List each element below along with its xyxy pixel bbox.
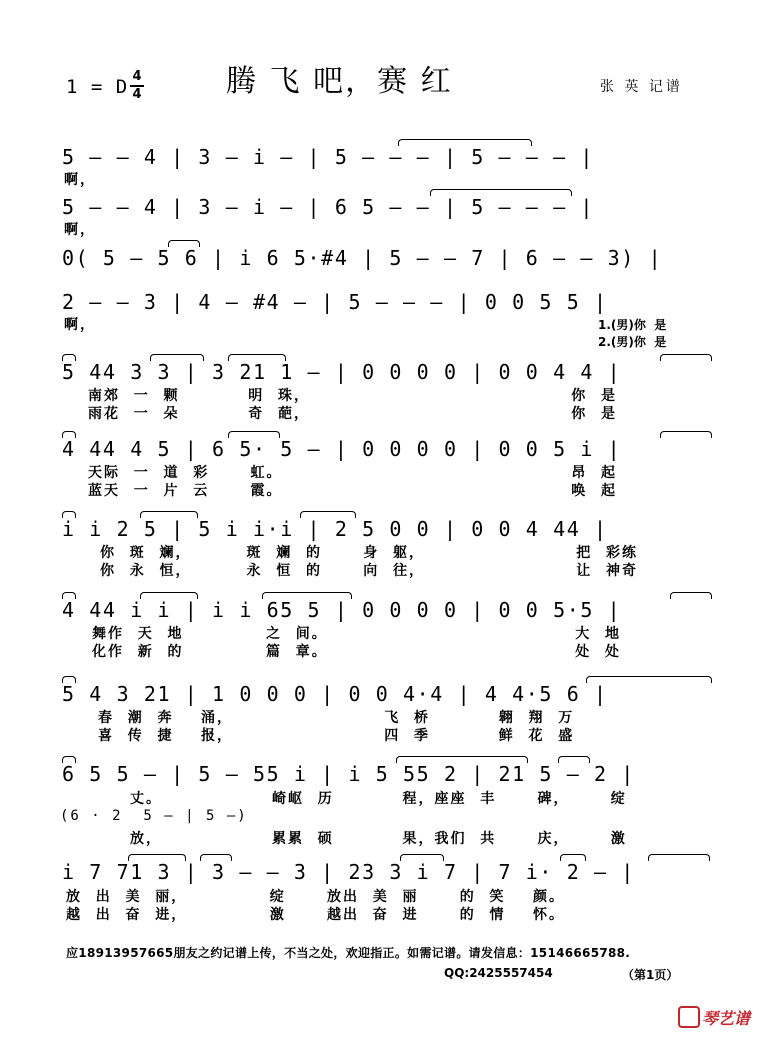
lyric-line-2: 你 永 恒， 永 恒 的 向 往， 让 神奇 [100, 563, 638, 579]
notation-line: 2 – – 3 | 4 – #4 – | 5 – – – | 0 0 5 5 | [62, 290, 608, 314]
notation-line: 5 – – 4 | 3 – i – | 6 5 – – | 5 – – – | [62, 195, 594, 219]
slur [228, 354, 286, 361]
lyric-line-1: 天际 一 道 彩 虹。 昂 起 [88, 465, 617, 481]
footer-note: 应18913957665朋友之约记谱上传，不当之处，欢迎指正。如需记谱。请发信息：15146665788. [66, 946, 631, 960]
footer-qq: QQ:2425557454 [444, 966, 553, 980]
logo-text: 琴艺谱 [702, 1009, 751, 1028]
lyric-line-2: 越 出 奋 进， 激 越出 奋 进 的 情 怀。 [66, 907, 565, 923]
slur [398, 139, 532, 146]
slur [660, 431, 712, 438]
slur [586, 676, 712, 683]
lyric-line-1: 啊， [64, 172, 96, 188]
notation-line: 4 44 4 5 | 6 5· 5 – | 0 0 0 0 | 0 0 5 i | [62, 437, 622, 461]
lyric-line-2: 雨花 一 朵 奇 葩， 你 是 [88, 406, 617, 422]
notation-line: 5 44 3 3 | 3 21 1 – | 0 0 0 0 | 0 0 4 4 | [62, 360, 622, 384]
lyric-line-3: 2.(男)你 是 [598, 335, 667, 349]
slur [670, 592, 712, 599]
slur [150, 354, 204, 361]
slur [128, 854, 186, 861]
notation-line: 5 – – 4 | 3 – i – | 5 – – – | 5 – – – | [62, 145, 594, 169]
notation-line: i 7 71 3 | 3 – – 3 | 23 3 i 7 | 7 i· 2 – | [62, 860, 635, 884]
lyric-line-1: 舞作 天 地 之 间。 大 地 [92, 626, 621, 642]
lyric-line-2: 1.(男)你 是 [598, 318, 667, 332]
lyric-line-1: 啊， [64, 222, 96, 238]
lyric-line-2: 喜 传 捷 报， 四 季 鲜 花 盛 [98, 728, 575, 744]
slur [62, 676, 76, 683]
slur [62, 511, 76, 518]
lyric-line-3: 放， 累累 硕 果，我们 共 庆， 激 [130, 831, 627, 847]
slur [560, 854, 586, 861]
slur [396, 756, 528, 763]
slur [300, 511, 356, 518]
lyric-line-2: 蓝天 一 片 云 霞。 唤 起 [88, 483, 617, 499]
time-top: 4 [132, 69, 142, 84]
lyric-line-1: 啊， [64, 317, 96, 333]
slur [400, 854, 444, 861]
lyric-line-1: 丈。 崎岖 历 程，座座 丰 碑， 绽 [130, 791, 627, 807]
slur [168, 240, 200, 247]
slur [62, 592, 76, 599]
slur [228, 431, 280, 438]
slur [648, 854, 710, 861]
site-logo [678, 1006, 750, 1029]
slur [140, 511, 198, 518]
lyric-line-2: (6 · 2 5 – | 5 –) [60, 808, 248, 824]
transcriber-credit: 张 英 记谱 [600, 79, 683, 95]
key-signature: 1 = D [66, 76, 129, 98]
page-number: （第1页） [622, 968, 679, 982]
slur [62, 431, 76, 438]
slur [62, 354, 76, 361]
time-bottom: 4 [132, 87, 142, 102]
notation-line: 0( 5 – 5 6 | i 6 5·#4 | 5 – – 7 | 6 – – 3) | [62, 246, 663, 270]
slur [430, 189, 572, 196]
slur [140, 592, 198, 599]
notation-line: i i 2 5 | 5 i i·i | 2 5 0 0 | 0 0 4 44 | [62, 517, 608, 541]
notation-line: 4 44 i i | i i 65 5 | 0 0 0 0 | 0 0 5·5 | [62, 598, 622, 622]
lyric-line-2: 化作 新 的 篇 章。 处 处 [92, 644, 621, 660]
notation-line: 6 5 5 – | 5 – 55 i | i 5 55 2 | 21 5 – 2 | [62, 762, 635, 786]
lyric-line-1: 南郊 一 颗 明 珠， 你 是 [88, 388, 617, 404]
slur [558, 756, 590, 763]
time-signature [130, 70, 144, 102]
song-title: 腾 飞 吧，赛 红 [226, 64, 453, 99]
logo-icon [678, 1006, 700, 1028]
lyric-line-1: 春 潮 奔 涌， 飞 桥 翱 翔 万 [98, 710, 575, 726]
slur [62, 756, 76, 763]
slur [660, 354, 712, 361]
slur [200, 854, 232, 861]
lyric-line-1: 放 出 美 丽， 绽 放出 美 丽 的 笑 颜。 [66, 889, 565, 905]
lyric-line-1: 你 斑 斓， 斑 斓 的 身 躯， 把 彩练 [100, 545, 638, 561]
notation-line: 5 4 3 21 | 1 0 0 0 | 0 0 4·4 | 4 4·5 6 | [62, 682, 608, 706]
slur [262, 592, 352, 599]
